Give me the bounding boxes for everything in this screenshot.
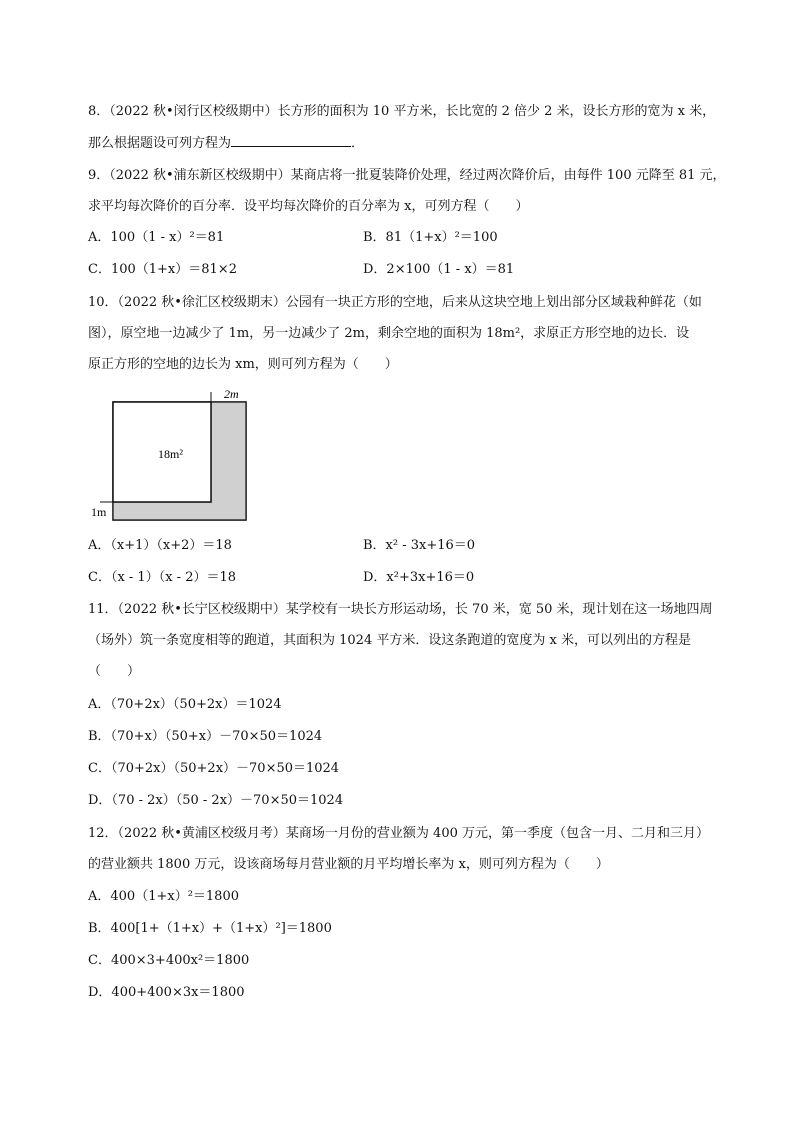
q10-option-a: A．（x+1）（x+2）＝18 [88, 538, 232, 553]
q8-line-2-end: ． [351, 136, 365, 151]
q10-line-2: 图），原空地一边减少了 1m，另一边减少了 2m，剩余空地的面积为 18m²，求原正方形空地的边长．设 [88, 326, 690, 341]
q11-line-2: （场外）筑一条宽度相等的跑道，其面积为 1024 平方米．设这条跑道的宽度为 x 米，可以列出的方程是 [88, 633, 691, 648]
q10-option-c: C．（x - 1）（x - 2）＝18 [88, 570, 237, 585]
q12-option-d: D．400+400×3x＝1800 [88, 985, 245, 1000]
q9-option-b: B．81（1+x）²＝100 [363, 230, 498, 245]
answer-blank [231, 134, 351, 147]
square-garden-figure [88, 384, 258, 524]
q9-option-c: C．100（1+x）＝81×2 [88, 262, 237, 277]
label-2m: 2m [224, 387, 239, 401]
q9-line-2: 求平均每次降价的百分率．设平均每次降价的百分率为 x，可列方程（ ） [88, 199, 529, 214]
q8-line-1: 8．（2022 秋•闵行区校级期中）长方形的面积为 10 平方米，长比宽的 2 倍少 2 米，设长方形的宽为 x 米， [88, 104, 716, 119]
q8-line-2-text: 那么根据题设可列方程为 [88, 136, 232, 151]
q11-option-b: B．（70+x）（50+x）－70×50＝1024 [88, 729, 323, 744]
q11-option-a: A．（70+2x）（50+2x）＝1024 [88, 697, 282, 712]
q9-option-d: D．2×100（1 - x）＝81 [363, 262, 515, 277]
q9-line-1: 9．（2022 秋•浦东新区校级期中）某商店将一批夏装降价处理，经过两次降价后，由每件 100 元降至 81 元， [88, 168, 726, 183]
q10-option-b: B．x² - 3x+16＝0 [363, 538, 476, 553]
q9-option-a: A．100（1 - x）²＝81 [88, 230, 225, 245]
label-1m: 1m [91, 505, 107, 519]
q12-line-2: 的营业额共 1800 万元，设该商场每月营业额的月平均增长率为 x，则可列方程为（ ） [88, 857, 609, 872]
q11-line-1: 11．（2022 秋•长宁区校级期中）某学校有一块长方形运动场，长 70 米，宽 50 米，现计划在这一场地四周 [88, 602, 713, 617]
q10-line-1: 10．（2022 秋•徐汇区校级期末）公园有一块正方形的空地，后来从这块空地上划出部分区域栽种鲜花（如 [88, 295, 702, 310]
q11-line-3: （ ） [88, 664, 141, 679]
q12-option-a: A．400（1+x）²＝1800 [88, 889, 239, 904]
q8-line-2 [88, 134, 364, 153]
q10-line-3: 原正方形的空地的边长为 xm，则可列方程为（ ） [88, 357, 398, 372]
q12-option-b: B．400[1+（1+x）+（1+x）²]＝1800 [88, 921, 332, 936]
q10-option-d: D．x²+3x+16＝0 [363, 570, 475, 585]
label-18m2: 18m² [158, 447, 183, 461]
q11-option-d: D．（70 - 2x）（50 - 2x）－70×50＝1024 [88, 793, 344, 808]
q11-option-c: C．（70+2x）（50+2x）－70×50＝1024 [88, 761, 340, 776]
q12-line-1: 12．（2022 秋•黄浦区校级月考）某商场一月份的营业额为 400 万元，第一季度（包含一月、二月和三月） [88, 826, 710, 841]
q12-option-c: C．400×3+400x²＝1800 [88, 953, 250, 968]
